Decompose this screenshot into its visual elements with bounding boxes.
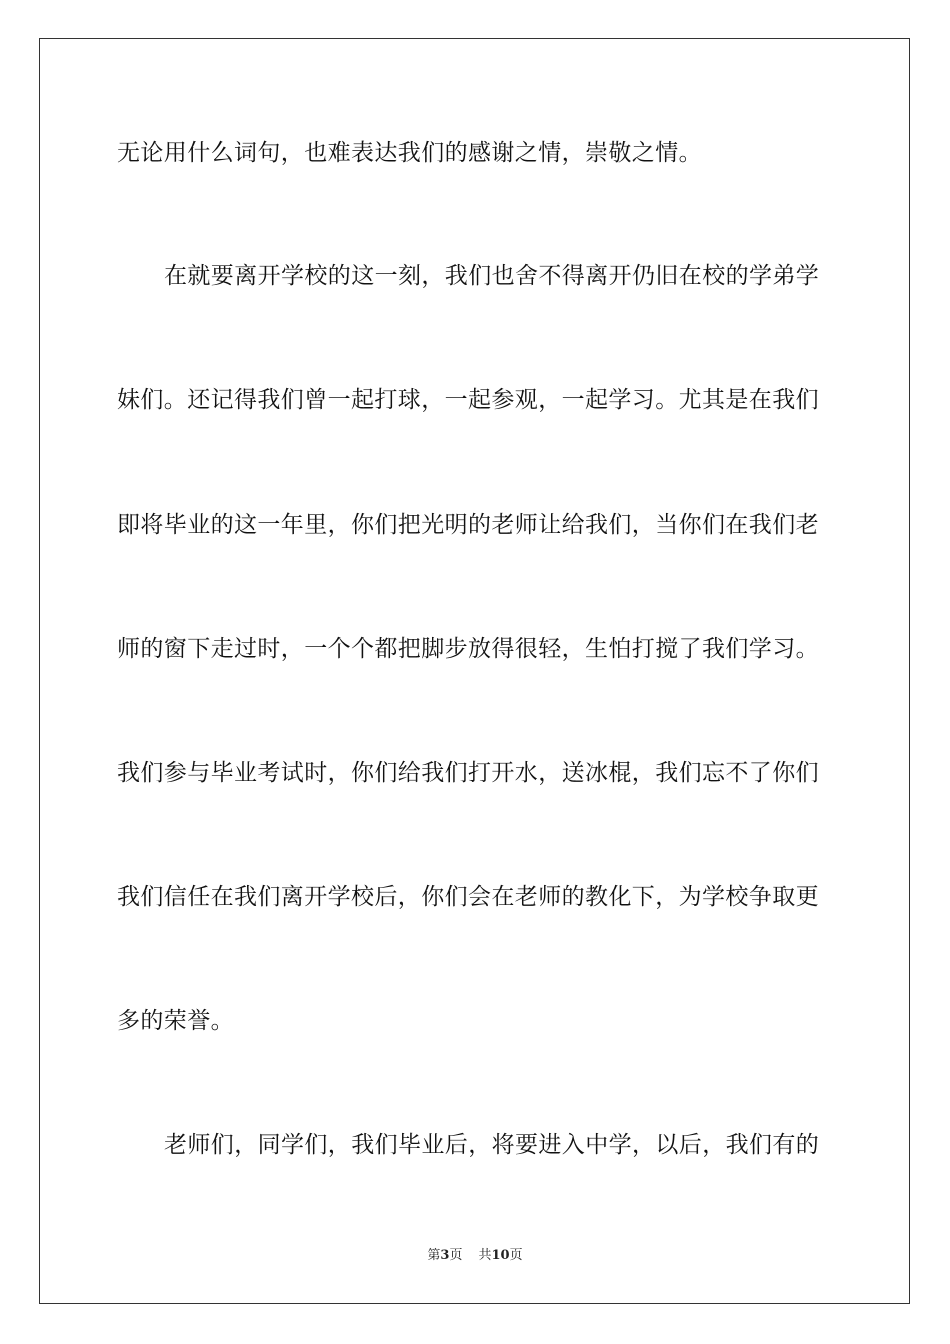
total-pages: 10 (491, 1248, 510, 1263)
text-line-5: 师的窗下走过时，一个个都把脚步放得很轻，生怕打搅了我们学习。 (117, 636, 819, 662)
text-line-6: 我们参与毕业考试时，你们给我们打开水，送冰棍，我们忘不了你们 (117, 760, 819, 786)
text-line-1: 无论用什么词句，也难表达我们的感谢之情，崇敬之情。 (117, 140, 702, 166)
text-line-2: 在就要离开学校的这一刻，我们也舍不得离开仍旧在校的学弟学 (164, 263, 820, 289)
page-footer (0, 1248, 950, 1264)
total-suffix: 页 (509, 1248, 523, 1263)
page-prefix: 第 (427, 1248, 441, 1263)
page-number: 3 (440, 1248, 450, 1263)
text-line-9: 老师们，同学们，我们毕业后，将要进入中学，以后，我们有的 (164, 1132, 820, 1158)
page-border (39, 38, 910, 1304)
total-prefix: 共 (478, 1248, 492, 1263)
text-line-3: 妹们。还记得我们曾一起打球，一起参观，一起学习。尤其是在我们 (117, 387, 819, 413)
text-line-4: 即将毕业的这一年里，你们把光明的老师让给我们，当你们在我们老 (117, 512, 819, 538)
text-line-8: 多的荣誉。 (117, 1008, 234, 1034)
page-suffix: 页 (449, 1248, 463, 1263)
text-line-7: 我们信任在我们离开学校后，你们会在老师的教化下，为学校争取更 (117, 884, 819, 910)
